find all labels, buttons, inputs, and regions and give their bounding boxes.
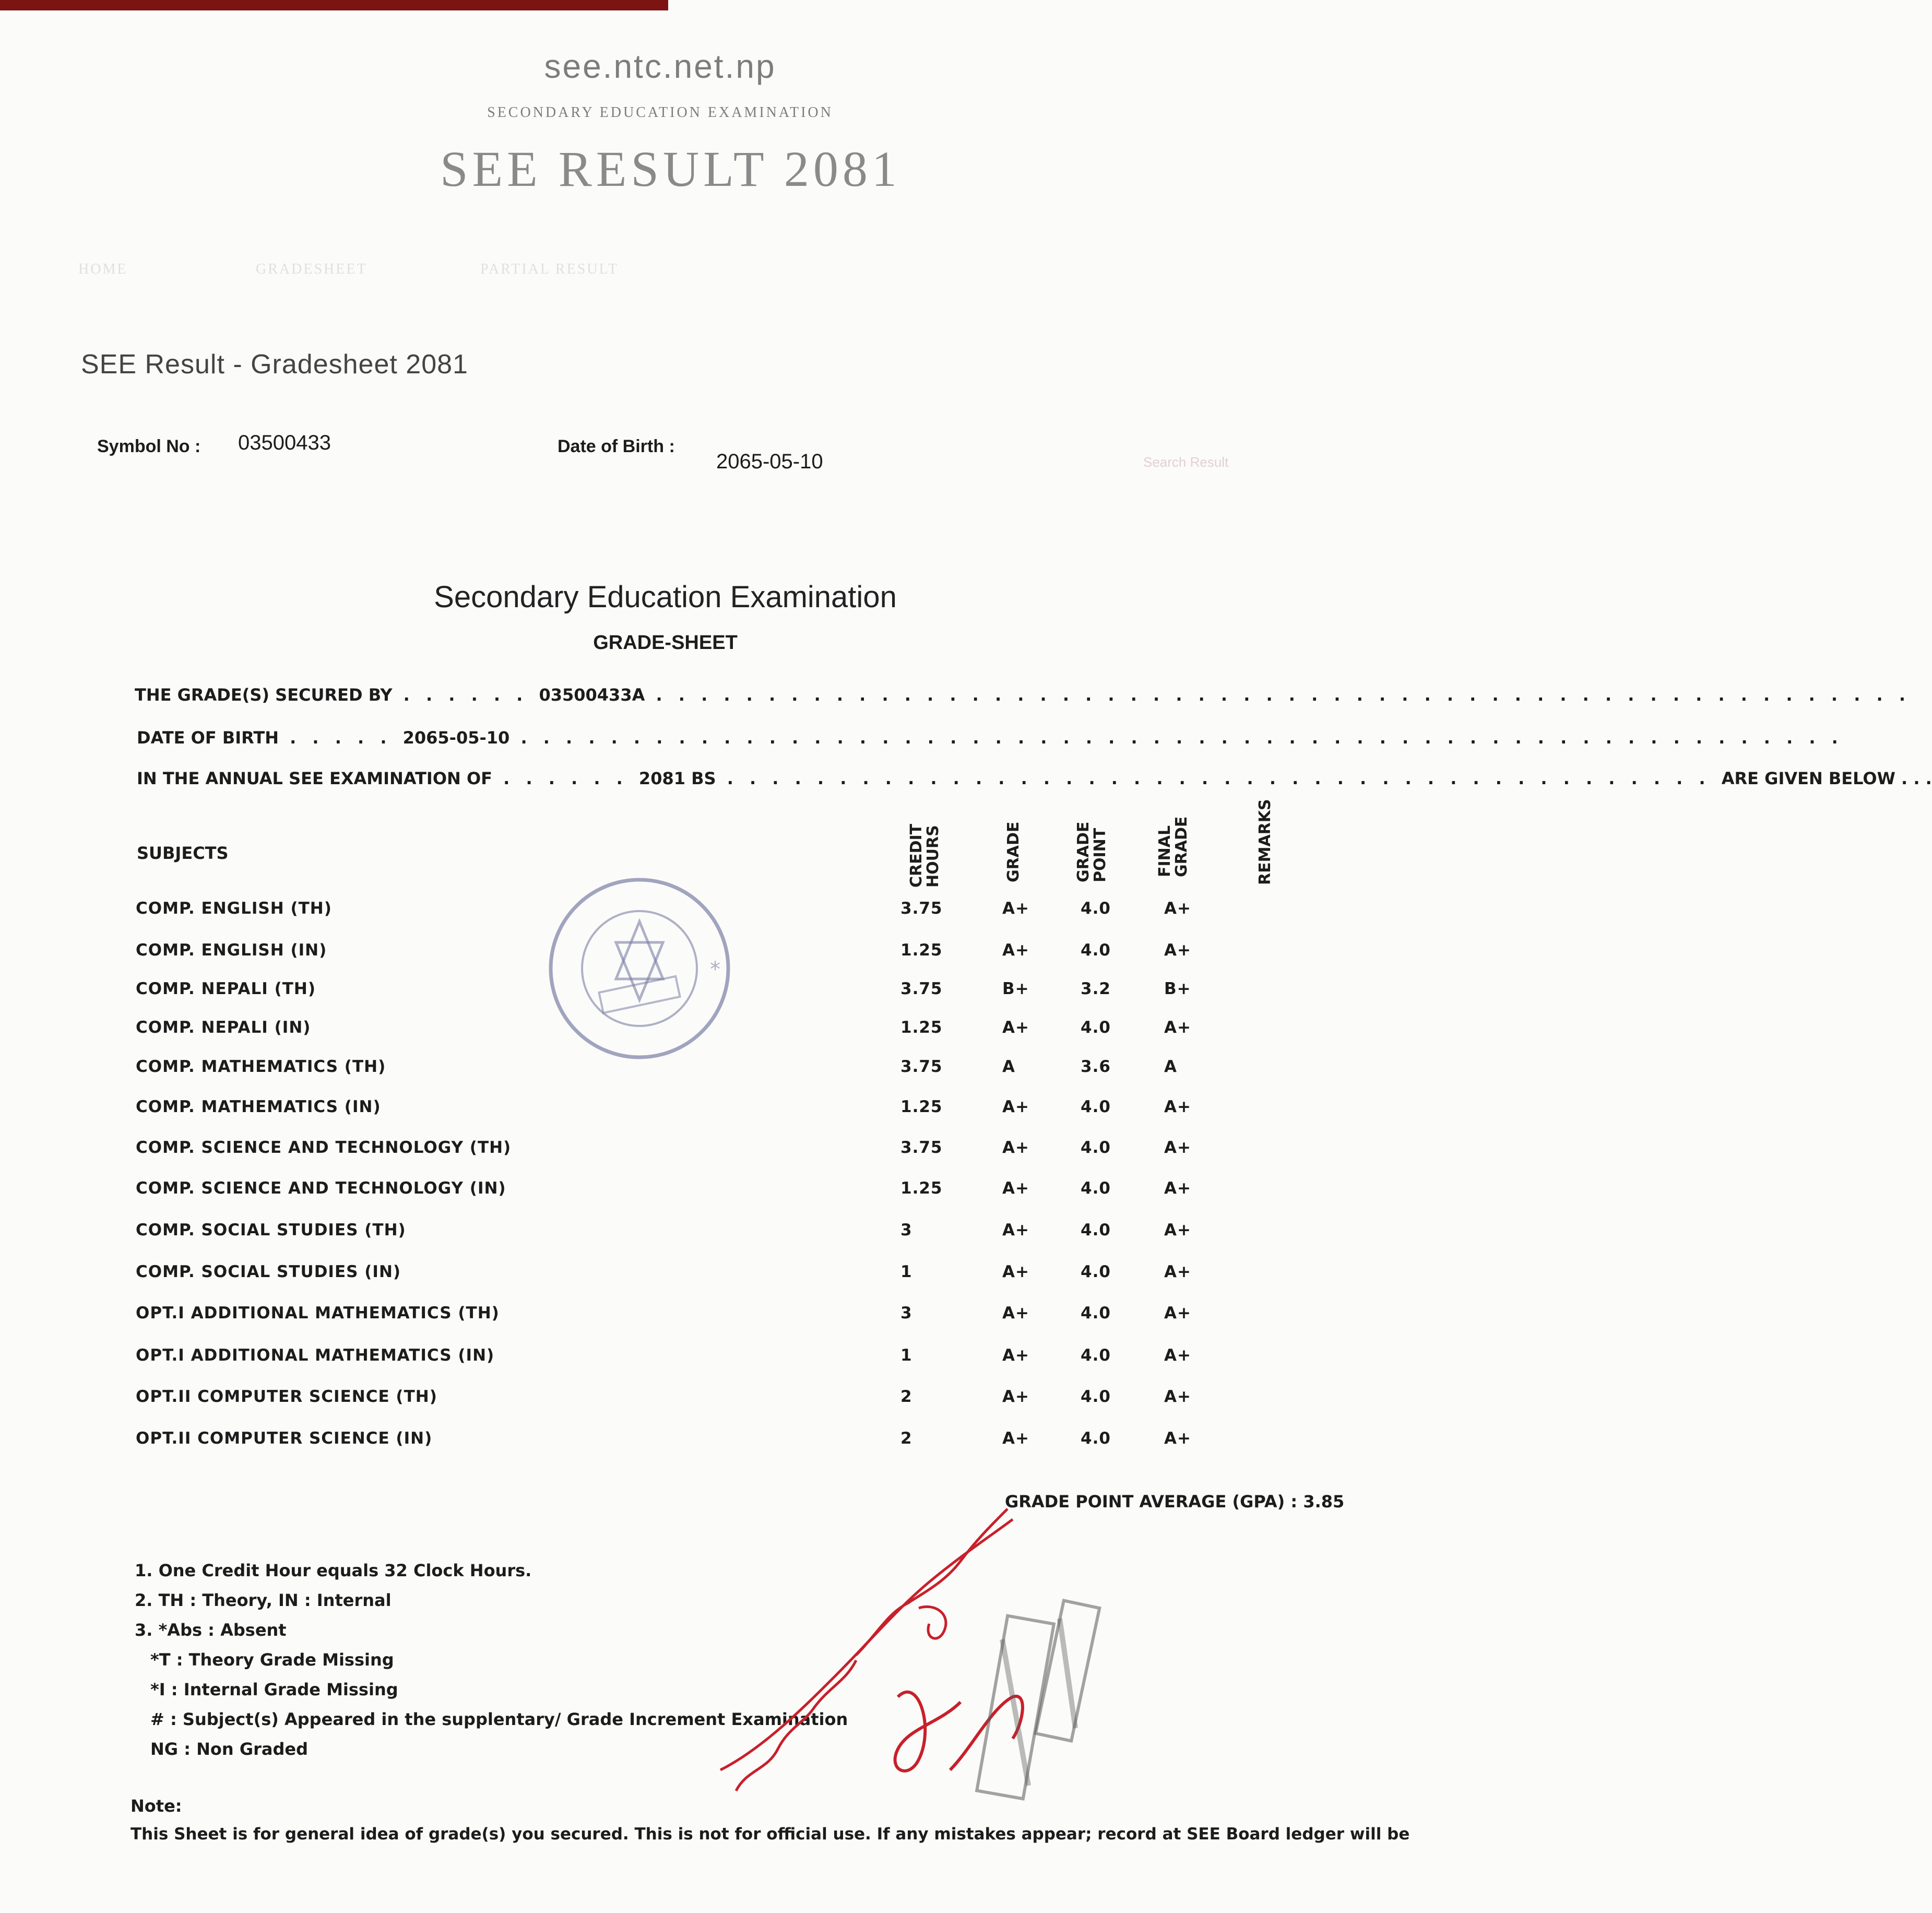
subject-cell: COMP. ENGLISH (TH)	[136, 899, 332, 918]
credit-hours-cell: 1.25	[900, 1018, 943, 1037]
table-row	[0, 1346, 1404, 1377]
subject-cell: OPT.II COMPUTER SCIENCE (IN)	[136, 1429, 433, 1448]
grade-header: GRADE	[1004, 821, 1023, 882]
subject-cell: COMP. NEPALI (TH)	[136, 979, 316, 998]
grade-point-header-text: GRADE POINT	[1074, 821, 1109, 882]
grade-cell: A+	[1002, 1138, 1029, 1157]
grade-cell: A+	[1002, 1179, 1029, 1198]
grade-point-cell: 4.0	[1081, 899, 1111, 918]
final-grade-cell: A	[1164, 1057, 1177, 1076]
subject-cell: OPT.II COMPUTER SCIENCE (TH)	[136, 1387, 437, 1406]
gpa-label: GRADE POINT AVERAGE (GPA) :	[1005, 1492, 1298, 1511]
subject-cell: COMP. SOCIAL STUDIES (TH)	[136, 1221, 406, 1239]
credit-hours-cell: 3	[900, 1304, 912, 1322]
table-row	[0, 1387, 1404, 1419]
grade-cell: A+	[1002, 1221, 1029, 1239]
grade-point-cell: 4.0	[1081, 1387, 1111, 1406]
subject-cell: COMP. MATHEMATICS (TH)	[136, 1057, 386, 1076]
search-result-button[interactable]: Search Result	[1143, 454, 1229, 470]
decl-dob-label: DATE OF BIRTH	[137, 728, 279, 748]
final-grade-cell: B+	[1164, 979, 1191, 998]
dob-input[interactable]: 2065-05-10	[716, 450, 823, 473]
table-row	[0, 1138, 1404, 1170]
table-row	[0, 1262, 1404, 1294]
grade-point-cell: 3.6	[1081, 1057, 1111, 1076]
given-below: ARE GIVEN BELOW . . .	[1721, 769, 1932, 788]
subjects-header: SUBJECTS	[137, 843, 229, 863]
top-edge-strip	[0, 0, 668, 10]
grade-cell: A+	[1002, 1097, 1029, 1116]
credit-hours-cell: 1.25	[900, 941, 943, 960]
secured-line: THE GRADE(S) SECURED BY . . . . . . 03500433A . . . . . . . . . . . . . . . . . . . . . . . . . . . . . . . . . . . . . . . . . . . . . . . . . . . . . . . .	[135, 685, 1911, 705]
credit-hours-cell: 3.75	[900, 899, 943, 918]
school-seal-stamp	[538, 867, 741, 1070]
grade-cell: A+	[1002, 1304, 1029, 1322]
legend-item: *T : Theory Grade Missing	[150, 1650, 394, 1670]
exam-title: Secondary Education Examination	[434, 580, 897, 614]
final-grade-cell: A+	[1164, 1346, 1191, 1365]
grade-point-header	[1075, 820, 1109, 882]
secured-label: THE GRADE(S) SECURED BY	[135, 685, 393, 705]
secured-value: 03500433A	[539, 685, 645, 705]
legend-item: NG : Non Graded	[150, 1739, 308, 1759]
credit-hours-cell: 1.25	[900, 1179, 943, 1198]
final-grade-cell: A+	[1164, 941, 1191, 960]
symbol-input[interactable]: 03500433	[238, 431, 331, 454]
svg-text:*: *	[710, 958, 720, 982]
remarks-header: REMARKS	[1256, 799, 1274, 885]
final-grade-cell: A+	[1164, 1018, 1191, 1037]
table-row	[0, 1221, 1404, 1252]
grade-cell: A+	[1002, 941, 1029, 960]
grade-point-cell: 3.2	[1081, 979, 1111, 998]
grade-cell: A+	[1002, 1018, 1029, 1037]
final-grade-cell: A+	[1164, 1387, 1191, 1406]
decl-exam-value: 2081 BS	[638, 769, 716, 788]
grade-cell: B+	[1002, 979, 1029, 998]
dob-label: Date of Birth :	[558, 436, 675, 456]
credit-hours-cell: 3.75	[900, 1138, 943, 1157]
credit-hours-cell: 3.75	[900, 1057, 943, 1076]
sheet-title: GRADE-SHEET	[593, 632, 738, 654]
note-heading: Note:	[131, 1796, 182, 1816]
site-banner: SEE RESULT 2081	[440, 141, 901, 197]
grade-point-cell: 4.0	[1081, 1097, 1111, 1116]
decl-dob-value: 2065-05-10	[402, 728, 510, 748]
office-stamp	[971, 1598, 1138, 1817]
grade-point-cell: 4.0	[1081, 1346, 1111, 1365]
legend-item: 3. *Abs : Absent	[135, 1620, 287, 1640]
table-row	[0, 1429, 1404, 1460]
grade-point-cell: 4.0	[1081, 1304, 1111, 1322]
credit-hours-header-text: CREDIT HOURS	[907, 823, 942, 888]
site-url: see.ntc.net.np	[544, 48, 776, 85]
credit-hours-cell: 1	[900, 1346, 912, 1365]
note-text: This Sheet is for general idea of grade(s) you secured. This is not for official use. If any mistakes appear; record at SEE Board ledger will be	[131, 1825, 1410, 1844]
credit-hours-cell: 3	[900, 1221, 912, 1239]
final-grade-cell: A+	[1164, 1097, 1191, 1116]
dob-line: DATE OF BIRTH . . . . . 2065-05-10 . . . . . . . . . . . . . . . . . . . . . . . . . . . . . . . . . . . . . . . . . . . . . . . . . . . . . . . . . . .	[137, 728, 1843, 748]
decl-exam-label: IN THE ANNUAL SEE EXAMINATION OF	[137, 769, 492, 788]
subject-cell: OPT.I ADDITIONAL MATHEMATICS (TH)	[136, 1304, 500, 1322]
subject-cell: OPT.I ADDITIONAL MATHEMATICS (IN)	[136, 1346, 495, 1365]
legend-item: 2. TH : Theory, IN : Internal	[135, 1590, 392, 1610]
subject-cell: COMP. ENGLISH (IN)	[136, 941, 327, 960]
subject-cell: COMP. NEPALI (IN)	[136, 1018, 311, 1037]
gpa-value: 3.85	[1303, 1492, 1345, 1511]
grade-point-cell: 4.0	[1081, 941, 1111, 960]
table-row	[0, 1304, 1404, 1335]
final-grade-cell: A+	[1164, 1221, 1191, 1239]
credit-hours-cell: 1	[900, 1262, 912, 1281]
credit-hours-cell: 2	[900, 1429, 912, 1448]
grade-cell: A+	[1002, 899, 1029, 918]
final-grade-cell: A+	[1164, 1429, 1191, 1448]
final-grade-cell: A+	[1164, 899, 1191, 918]
nav-partial-result[interactable]: PARTIAL RESULT	[480, 261, 619, 277]
grade-point-cell: 4.0	[1081, 1262, 1111, 1281]
symbol-label: Symbol No :	[97, 436, 201, 456]
grade-point-cell: 4.0	[1081, 1429, 1111, 1448]
subject-cell: COMP. SOCIAL STUDIES (IN)	[136, 1262, 401, 1281]
grade-cell: A+	[1002, 1262, 1029, 1281]
final-grade-header	[1157, 814, 1190, 877]
credit-hours-cell: 1.25	[900, 1097, 943, 1116]
credit-hours-cell: 2	[900, 1387, 912, 1406]
legend-item: # : Subject(s) Appeared in the supplentary/ Grade Increment Examination	[150, 1709, 848, 1729]
exam-line: IN THE ANNUAL SEE EXAMINATION OF . . . . . . 2081 BS . . . . . . . . . . . . . . . . . . . . . . . . . . . . . . . . . . . . . . . . . . . . ARE GIVEN BELOW . . .	[137, 769, 1932, 788]
table-row	[0, 1179, 1404, 1210]
final-grade-cell: A+	[1164, 1138, 1191, 1157]
legend-item: 1. One Credit Hour equals 32 Clock Hours.	[135, 1561, 532, 1580]
grade-cell: A+	[1002, 1429, 1029, 1448]
grade-cell: A+	[1002, 1346, 1029, 1365]
nav-home[interactable]: HOME	[78, 261, 128, 277]
subject-cell: COMP. MATHEMATICS (IN)	[136, 1097, 381, 1116]
subject-cell: COMP. SCIENCE AND TECHNOLOGY (TH)	[136, 1138, 512, 1157]
final-grade-header-text: FINAL GRADE	[1156, 816, 1191, 877]
grade-point-cell: 4.0	[1081, 1221, 1111, 1239]
legend-item: *I : Internal Grade Missing	[150, 1680, 398, 1699]
credit-hours-cell: 3.75	[900, 979, 943, 998]
final-grade-cell: A+	[1164, 1179, 1191, 1198]
credit-hours-header	[908, 809, 942, 888]
final-grade-cell: A+	[1164, 1304, 1191, 1322]
grade-point-cell: 4.0	[1081, 1138, 1111, 1157]
page-title: SEE Result - Gradesheet 2081	[81, 349, 468, 380]
final-grade-cell: A+	[1164, 1262, 1191, 1281]
table-row	[0, 1097, 1404, 1129]
nav-gradesheet[interactable]: GRADESHEET	[256, 261, 368, 277]
site-subtitle: SECONDARY EDUCATION EXAMINATION	[487, 104, 833, 121]
grade-cell: A+	[1002, 1387, 1029, 1406]
grade-point-cell: 4.0	[1081, 1179, 1111, 1198]
grade-point-cell: 4.0	[1081, 1018, 1111, 1037]
subject-cell: COMP. SCIENCE AND TECHNOLOGY (IN)	[136, 1179, 506, 1198]
grade-cell: A	[1002, 1057, 1015, 1076]
